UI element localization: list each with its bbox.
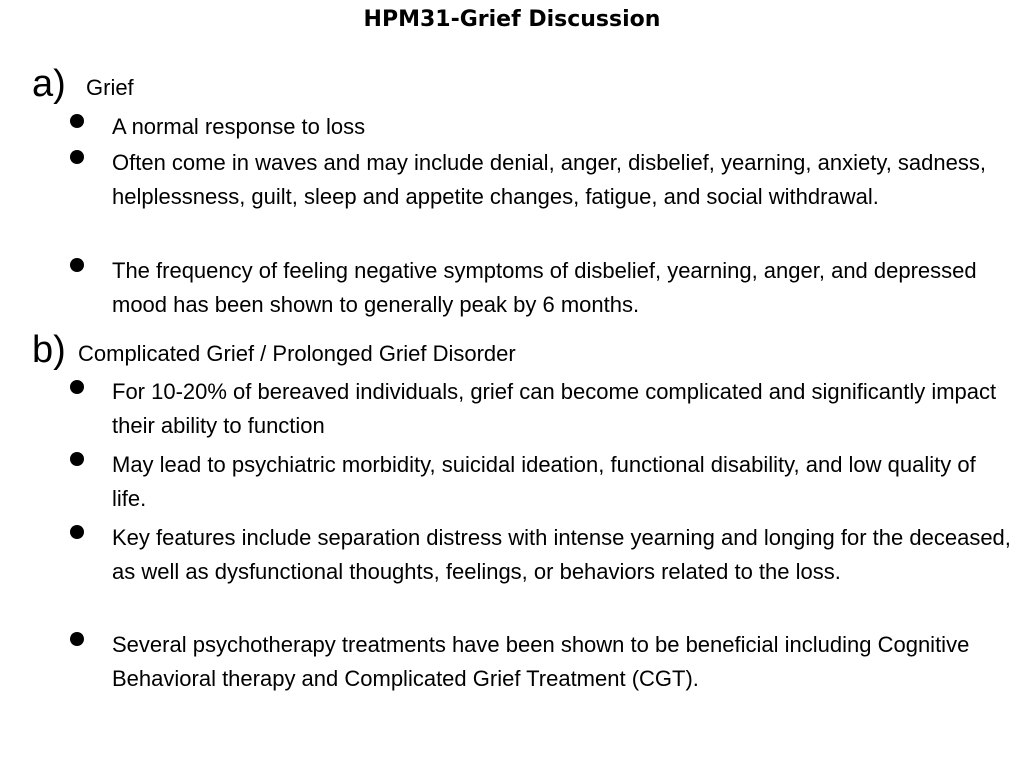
bullet-icon (70, 380, 84, 394)
bullet-icon (70, 150, 84, 164)
list-item: May lead to psychiatric morbidity, suicidal ideation, functional disability, and low quality of life. (112, 452, 976, 511)
page-title: HPM31-Grief Discussion (363, 7, 661, 32)
bullet-icon (70, 114, 84, 128)
bullet-icon (70, 632, 84, 646)
bullet-icon (70, 258, 84, 272)
section-a-letter: a) (32, 63, 66, 105)
bullet-icon (70, 452, 84, 466)
section-a-heading: Grief (86, 75, 134, 100)
section-b-heading: Complicated Grief / Prolonged Grief Disorder (78, 341, 516, 366)
list-item: Several psychotherapy treatments have been shown to be beneficial including Cognitive Behavioral therapy and Complicated Grief Treatment (CGT). (112, 632, 970, 691)
list-item: Often come in waves and may include denial, anger, disbelief, yearning, anxiety, sadness, helplessness, guilt, sleep and appetite changes, fatigue, and social withdrawal. (112, 150, 986, 209)
list-item: For 10-20% of bereaved individuals, grief can become complicated and significantly impact their ability to function (112, 379, 997, 438)
section-b-letter: b) (32, 329, 66, 371)
bullet-icon (70, 525, 84, 539)
list-item: A normal response to loss (112, 114, 366, 139)
list-item: Key features include separation distress with intense yearning and longing for the deceased, as well as dysfunctional thoughts, feelings, or behaviors related to the loss. (112, 525, 1011, 584)
list-item: The frequency of feeling negative symptoms of disbelief, yearning, anger, and depressed mood has been shown to generally peak by 6 months. (112, 258, 977, 317)
